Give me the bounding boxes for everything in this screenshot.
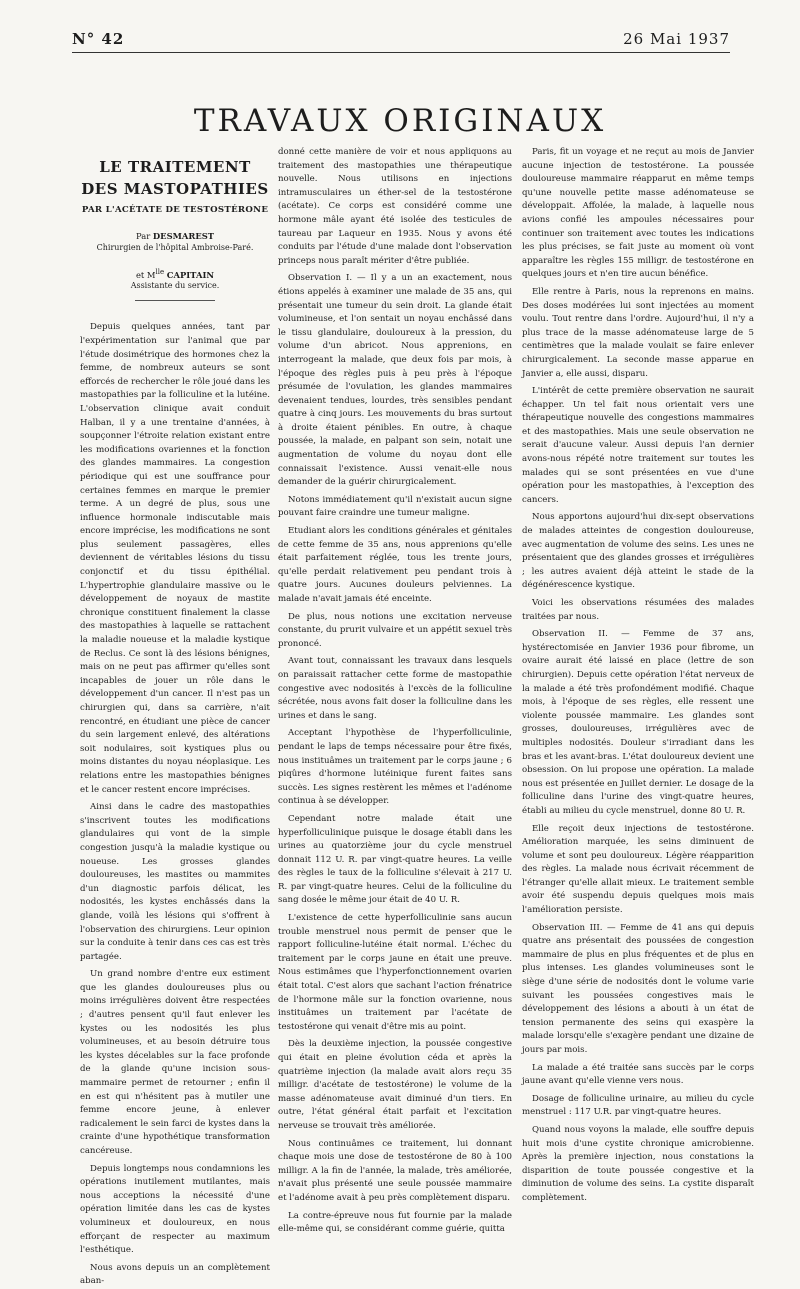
paragraph: Nous apportons aujourd'hui dix-sept observations de malades atteintes de congestion douloureuse, avec augmentation de volume des seins. Les unes ne présentaient que des glandes grosses et irrégulières ; les autres avaient déjà atteint le stade de la dégénérescence kystique. — [522, 512, 754, 591]
column-1-body — [80, 321, 270, 1289]
author-2-suffix: lle — [155, 267, 165, 276]
paragraph: Acceptant l'hypothèse de l'hyperfolliculinie, pendant le laps de temps nécessaire pour être fixés, nous instituâmes un traitement par le corps jaune ; 6 piqûres d'hormone lutéinique furent faites sans succès. Les signes restèrent les mêmes et l'adénome continua à se développer. — [278, 728, 512, 807]
author-2 — [80, 266, 270, 281]
article-title — [80, 156, 270, 200]
paragraph: donné cette manière de voir et nous appliquons au traitement des mastopathies une thérapeutique nouvelle. Nous utilisons en injections intramusculaires un éther-sel de la testostérone (acétate). Ce corps est considéré comme une hormone mâle ayant été isolée des testicules de taureau par Laqueur en 1935. Nous y avons été conduits par l'étude d'une malade dont l'observation princeps nous paraît mériter d'être publiée. — [278, 147, 512, 266]
paragraph: Depuis quelques années, tant par l'expérimentation sur l'animal que par l'étude dosimétrique des hormones chez la femme, de nombreux auteurs se sont efforcés de rechercher le rôle joué dans les mastopathies par la folliculine et la lutéine. L'observation clinique avait conduit Halban, il y a une trentaine d'années, à soupçonner l'étroite relation existant entre les modifications ovariennes et la fonction des glandes mammaires. La congestion périodique qui est une souffrance pour certaines femmes en marque le premier terme. A un degré de plus, sous une influence hormonale indiscutable mais encore imprécise, les modifications ne sont plus seulement passagères, elles deviennent de véritables lésions du tissu conjonctif et du tissu épithélial. L'hypertrophie glandulaire massive ou le développement de noyaux de mastite chronique constituent finalement la classe des mastopathies à laquelle se rattachent la maladie noueuse et la maladie kystique de Reclus. Ce sont là des lésions bénignes, mais on ne peut pas affirmer qu'elles sont incapables de jouer un rôle dans le développement d'un cancer. Il n'est pas un chirurgien qui, dans sa carrière, n'ait rencontré, en étudiant une pièce de cancer du sein largement enlevé, des altérations soit nodulaires, soit kystiques plus ou moins distantes du noyau néoplasique. Les relations entre les mastopathies bénignes et le cancer restent encore imprécises. — [80, 322, 270, 795]
issue-number: N° 42 — [72, 30, 125, 48]
paragraph: Depuis longtemps nous condamnions les opérations inutilement mutilantes, mais nous acceptions la nécessité d'une opération limitée dans les cas de kystes volumineux et douloureux, en nous efforçant de respecter au maximum l'esthétique. — [80, 1163, 270, 1256]
column-2-body — [278, 146, 512, 1237]
author-2-name: CAPITAIN — [166, 269, 215, 280]
author-1 — [80, 230, 270, 242]
paragraph: Quand nous voyons la malade, elle souffre depuis huit mois d'une cystite chronique amicrobienne. Après la première injection, nous constations la disparition de toute poussée congestive et la diminution de volume des seins. La cystite disparaît complètement. — [522, 1124, 754, 1203]
article-title-line-2: DES MASTOPATHIES — [81, 180, 269, 198]
header-rule — [72, 52, 730, 53]
column-2 — [278, 146, 512, 1235]
paragraph: Paris, fit un voyage et ne reçut au mois de Janvier aucune injection de testostérone. La poussée douloureuse mammaire réapparut en même temps qu'une nouvelle petite masse adénomateuse se développait. Affolée, la malade, à laquelle nous avions confié les ampoules nécessaires pour continuer son traitement avec toutes les indications les plus précises, se fait juste au moment où vont apparaître les règles 155 milligr. de testostérone en quelques jours et n'en tire aucun bénéfice. — [522, 147, 754, 280]
paragraph: De plus, nous notions une excitation nerveuse constante, du prurit vulvaire et un appétit sexuel très prononcé. — [278, 611, 512, 649]
paragraph: Avant tout, connaissant les travaux dans lesquels on paraissait rattacher cette forme de mastopathie congestive avec nodosités à l'excès de la folliculine sécrétée, nous avons fait doser la folliculine dans les urines et dans le sang. — [278, 656, 512, 721]
paragraph: L'intérêt de cette première observation ne saurait échapper. Un tel fait nous orientait vers une thérapeutique nouvelle des congestions mammaires et des mastopathies. Mais une seule observation ne serait d'aucune valeur. Aussi depuis l'an dernier avons-nous répété notre traitement sur toutes les malades qui se sont présentées en vue d'une opération pour les mastopathies, à l'exception des cancers. — [522, 386, 754, 505]
column-3 — [522, 146, 754, 1203]
column-3-body — [522, 146, 754, 1206]
paragraph: Un grand nombre d'entre eux estiment que les glandes douloureuses plus ou moins irrégulières doivent être respectées ; d'autres pensent qu'il faut enlever les kystes ou les nodosités les plus volumineuses, et au besoin détruire tous les kystes décelables sur la face profonde de la glande qu'une incision sous-mammaire permet de retourner ; enfin il en est qui n'hésitent pas à mutiler une femme encore jeune, à enlever radicalement le sein farci de kystes dans la crainte d'une hypothétique transformation cancéreuse. — [80, 969, 270, 1157]
column-1 — [80, 146, 270, 1287]
paragraph: La contre-épreuve nous fut fournie par la malade elle-même qui, se considérant comme guérie, quitta — [278, 1210, 512, 1235]
article-subtitle: PAR L'ACÉTATE DE TESTOSTÉRONE — [81, 205, 269, 215]
author-2-prefix: et M — [135, 269, 156, 280]
article-title-line-1: LE TRAITEMENT — [99, 158, 251, 176]
paragraph: Nous avons depuis un an complètement aban- — [80, 1262, 270, 1287]
author-1-name: DESMAREST — [152, 230, 215, 241]
byline-rule — [135, 300, 215, 301]
paragraph: Cependant notre malade était une hyperfolliculinique puisque le dosage établi dans les urines au quatorzième jour du cycle menstruel donnait 112 U. R. par vingt-quatre heures. La veille des règles le taux de la folliculine s'élevait à 217 U. R. par vingt-quatre heures. Celui de la folliculine du sang dosée le même jour était de 40 U. R. — [278, 813, 512, 906]
author-2-affiliation: Assistante du service. — [130, 281, 220, 291]
paragraph: Nous continuâmes ce traitement, lui donnant chaque mois une dose de testostérone de 80 à 100 milligr. A la fin de l'année, la malade, très améliorée, n'avait plus présenté une seule poussée mammaire et l'adénome avait à peu près complètement disparu. — [278, 1138, 512, 1203]
section-title: TRAVAUX ORIGINAUX — [193, 102, 607, 139]
paragraph: Dosage de folliculine urinaire, au milieu du cycle menstruel : 117 U.R. par vingt-quatre heures. — [522, 1093, 754, 1118]
paragraph: Voici les observations résumées des malades traitées par nous. — [522, 598, 754, 622]
issue-date: 26 Mai 1937 — [623, 30, 730, 48]
paragraph: Ainsi dans le cadre des mastopathies s'inscrivent toutes les modifications glandulaires qui vont de la simple congestion jusqu'à la maladie kystique ou noueuse. Les grosses glandes douloureuses, les mastites ou mammites d'un diagnostic parfois délicat, les nodosités, les kystes enchâssés dans la glande, voilà les lésions qui s'offrent à l'observation des chirurgiens. Leur opinion sur la conduite à tenir dans ces cas est très partagée. — [80, 802, 270, 962]
paragraph: Elle rentre à Paris, nous la reprenons en mains. Des doses modérées lui sont injectées au moment voulu. Tout rentre dans l'ordre. Aujourd'hui, il n'y a plus trace de la masse adénomateuse large de 5 centimètres que la malade voulait se faire enlever chirurgicalement. La seconde masse apparue en Janvier a, elle aussi, disparu. — [522, 286, 754, 379]
paragraph: Elle reçoit deux injections de testostérone. Amélioration marquée, les seins diminuent de volume et sont peu douloureux. Légère réapparition des règles. La malade nous écrivait récemment de l'étranger qu'elle allait mieux. Le traitement semble avoir été suspendu depuis quelques mois mais l'amélioration persiste. — [522, 823, 754, 916]
paragraph: Observation I. — Il y a un an exactement, nous étions appelés à examiner une malade de 35 ans, qui présentait une tumeur du sein droit. La glande était volumineuse, et l'on sentait un noyau enchâssé dans le tissu glandulaire, douloureux à la pression, du volume d'un abricot. Nous apprenions, en interrogeant la malade, que deux fois par mois, à l'époque des règles puis à peu près à l'époque présumée de l'ovulation, les glandes mammaires devenaient tendues, lourdes, très sensibles pendant quatre à cinq jours. Les mouvements du bras surtout à droite étaient pénibles. En outre, à chaque poussée, la malade, en palpant son sein, notait une augmentation de volume du noyau dont elle connaissait l'existence. Aussi venait-elle nous demander de la guérir chirurgicalement. — [278, 273, 512, 488]
author-1-affiliation: Chirurgien de l'hôpital Ambroise-Paré. — [96, 242, 254, 252]
paragraph: La malade a été traitée sans succès par le corps jaune avant qu'elle vienne vers nous. — [522, 1062, 754, 1087]
paragraph: L'existence de cette hyperfolliculinie sans aucun trouble menstruel nous permit de penser que le rapport folliculine-lutéine était normal. L'échec du traitement par le corps jaune en était une preuve. Nous estimâmes que l'hyperfonctionnement ovarien était total. C'est alors que sachant l'action frénatrice de l'hormone mâle sur la fonction ovarienne, nous instituâmes un traitement par l'acétate de testostérone qui venait d'être mis au point. — [278, 913, 512, 1032]
paragraph: Observation II. — Femme de 37 ans, hystérectomisée en Janvier 1936 pour fibrome, un ovaire aurait été laissé en place (lettre de son chirurgien). Depuis cette opération l'état nerveux de la malade a été très profondément modifié. Chaque mois, à l'époque de ses règles, elle ressent une violente poussée mammaire. Les glandes sont grosses, douloureuses, irrégulières avec de multiples nodosités. Douleur s'irradiant dans les bras et les avant-bras. L'état douloureux devient une obsession. On lui propose une opération. La malade nous est présentée en Juillet dernier. Le dosage de la folliculine dans l'urine des vingt-quatre heures, établi au milieu du cycle menstruel, donne 80 U. R. — [522, 629, 754, 816]
paragraph: Notons immédiatement qu'il n'existait aucun signe pouvant faire craindre une tumeur maligne. — [278, 494, 512, 519]
paragraph: Dès la deuxième injection, la poussée congestive qui était en pleine évolution céda et après la quatrième injection (la malade avait alors reçu 35 milligr. d'acétate de testostérone) le volume de la masse adénomateuse avait diminué d'un tiers. En outre, l'état général était parfait et l'excitation nerveuse se trouvait très améliorée. — [278, 1039, 512, 1131]
paragraph: Observation III. — Femme de 41 ans qui depuis quatre ans présentait des poussées de congestion mammaire de plus en plus fréquentes et de plus en plus intenses. Les glandes volumineuses sont le siège d'une série de nodosités dont le volume varie suivant les poussées congestives mais le développement des lésions a abouti à un état de tension permanente des seins qui exaspère la malade lorsqu'elle s'exagère pendant une dizaine de jours par mois. — [522, 922, 754, 1055]
paragraph: Etudiant alors les conditions générales et génitales de cette femme de 35 ans, nous apprenions qu'elle était parfaitement réglée, tous les trente jours, qu'elle perdait relativement peu pendant trois à quatre jours. Aucunes douleurs pelviennes. La malade n'avait jamais été enceinte. — [278, 526, 512, 604]
author-1-prefix: Par — [135, 230, 151, 241]
